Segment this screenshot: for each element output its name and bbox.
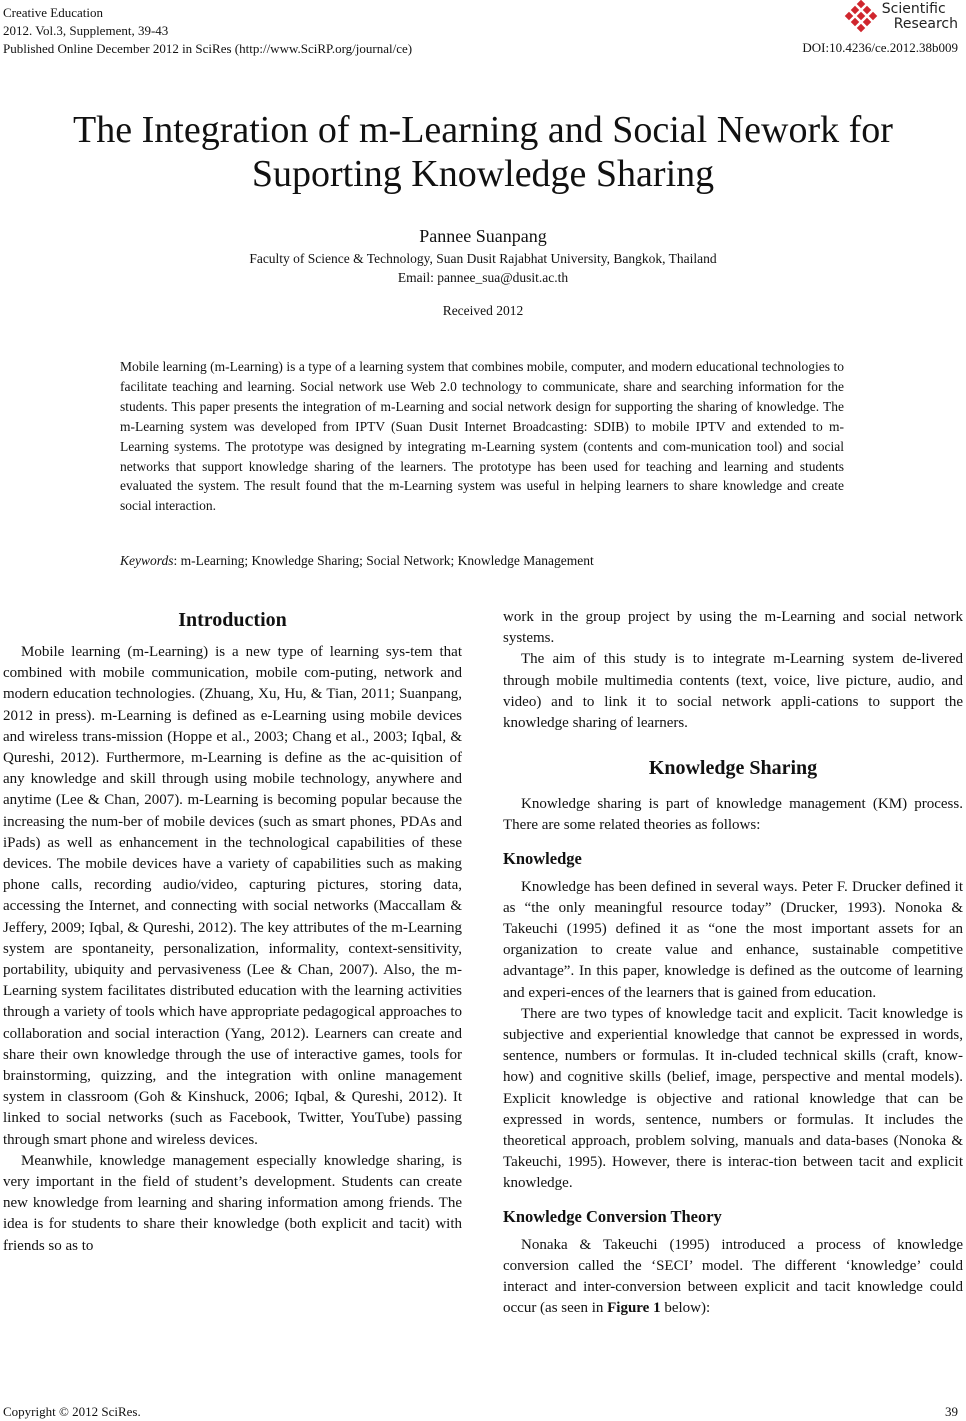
scientific-research-logo-icon [844,0,878,34]
copyright: Copyright © 2012 SciRes. [3,1404,141,1419]
keywords-list: : m-Learning; Knowledge Sharing; Social Network; Knowledge Management [173,553,594,568]
journal-published: Published Online December 2012 in SciRes (http://www.SciRP.org/journal/ce) [3,41,413,56]
keywords [120,553,844,569]
author-email: Email: pannee_sua@dusit.ac.th [397,270,569,285]
paragraph [503,1235,963,1320]
publisher-logo [844,0,958,34]
affiliation-text: Faculty of Science & Technology, Suan Dusit Rajabhat University, Bangkok, Thailand [249,251,717,266]
paragraph-end: below): [660,1300,711,1317]
paragraph: Meanwhile, knowledge management especially knowledge sharing, is very important in the field of student’s development. Students can create new knowledge from learning and sharing information among friends. The idea is for students to share their knowledge (both explicit and tacit) with friends so as to [3,1152,462,1254]
logo-line1: Scientific [881,1,946,17]
author-affiliation [0,249,966,287]
paragraph: There are two types of knowledge tacit and explicit. Tacit knowledge is subjective and experiential knowledge that cannot be expressed in words, sentence, numbers or formulas. It in-cluded technical skills (craft, know-how) and cognitive skills (belief, image, perspective and mental models). Explicit knowledge is objective and rational knowledge that can be expressed in words, sentence, numbers or formulas. It includes the theoretical approach, problem solving, manuals and data-bases (Nonoka & Takeuchi, 1995). However, there is interac-tion between tacit and explicit knowledge. [503,1005,963,1192]
paper-title: The Integration of m-Learning and Social Nework for Suporting Knowledge Sharing [73,109,893,195]
paragraph: Mobile learning (m-Learning) is a new type of learning sys-tem that combined with mobile communication, mobile com-puting, network and modern education technologies. (Zhuang, Xu, Hu, & Tian, 2011; Suanpang, 2012 in press). m-Learning is defined as e-Learning using mobile devices and wireless trans-mission (Hoppe et al., 2003; Chang et al., 2003; Iqbal, & Qureshi, 2012). Furthermore, m-Learning is define as the ac-quisition of any knowledge and skill through using mobile technology, anywhere and anytime (Lee & Chan, 2007). m-Learning is becoming popular because the increasing the num-ber of mobile devices (such as smart phones, PDAs and iPads) as well as enhancement in the technological capabilities of these devices. The mobile devices have a variety of capabilities such as making phone calls, recording audio/video, capturing pictures, storing data, accessing the Internet, and connecting with social networks (Maccallam & Jeffery, 2009; Iqbal, & Qureshi, 2012). The key attributes of the m-Learning system are spontaneity, personalization, informality, context-sensitivity, portability, ubiquity and pervasiveness (Lee & Chan, 2007). Also, the m-Learning system facilitates distributed education with the learning activities through a variety of tools which have appropriate pedagogical approaches to collaboration and social interaction (Yang, 2012). Learners can create and share their own knowledge through the use of interactive games, tools for brainstorming, quizzing, and the integration with online management system in classroom (Goh & Kinshuck, 2006; Iqbal, & Qureshi, 2012). It linked to social networks (such as Facebook, Twitter, YouTube) passing through smart phone and wireless devices. [3,644,463,1148]
journal-header [3,4,412,58]
left-column [3,602,462,1257]
paragraph: The aim of this study is to integrate m-Learning system de-livered through mobile multimedia contents (text, voice, live picture, audio, and video) and to link it to social network appli-cations to support the knowledge sharing of learners. [503,651,963,732]
subsection-heading-knowledge: Knowledge [503,848,582,868]
subsection-heading-knowledge-conversion: Knowledge Conversion Theory [503,1206,722,1226]
paragraph-text: Nonaka & Takeuchi (1995) introduced a process of knowledge conversion called the ‘SECI’ model. The different ‘knowledge’ could interact and inter-conversion between explicit and tacit knowledge could occur (as seen in [503,1236,963,1317]
logo-text [882,2,958,32]
section-heading-introduction: Introduction [178,609,287,631]
journal-name: Creative Education [3,5,103,20]
received-date: Received 2012 [442,303,524,318]
keywords-label: Keywords [120,553,174,568]
abstract: Mobile learning (m-Learning) is a type of a learning system that combines mobile, computer, and modern educational technologies to facilitate teaching and learning. Social network use Web 2.0 technology to communicate, share and searching information for the students. This paper presents the integration of m-Learning and social network design for supporting the sharing of knowledge. The m-Learning system was developed from IPTV (Suan Dusit Internet Broadcasting: SDIB) to mobile IPTV and extended to m-Learning systems. The prototype was designed by integrating m-Learning system (contents and com-munication tool) and social networks that support knowledge sharing of the learners. The prototype has been used for teaching and learning and students evaluated the system. The result found that the m-Learning system was useful in helping learners to share knowledge and create social interaction. [120,359,844,514]
paragraph: Knowledge has been defined in several ways. Peter F. Drucker defined it as “the only meaningful resource today” (Drucker, 1993). Nonoka & Takeuchi (1995) defined it as “one the most important assets for an organization to create value and enhance, sustainable competitive advantage”. In this paper, knowledge is defined as the outcome of learning and experi-ences of the learners that is gained from education. [503,878,963,1001]
section-heading-knowledge-sharing: Knowledge Sharing [648,757,818,780]
paragraph: work in the group project by using the m-Learning and social network systems. [503,609,963,647]
author-name: Pannee Suanpang [419,226,547,246]
logo-line2: Research [893,16,958,32]
right-column [503,607,963,1319]
doi: DOI:10.4236/ce.2012.38b009 [802,40,958,55]
page-number: 39 [945,1404,958,1419]
figure-reference: Figure 1 [607,1300,661,1317]
journal-volume: 2012. Vol.3, Supplement, 39-43 [3,23,169,38]
paragraph: Knowledge sharing is part of knowledge management (KM) process. There are some related theories as follows: [503,796,963,834]
